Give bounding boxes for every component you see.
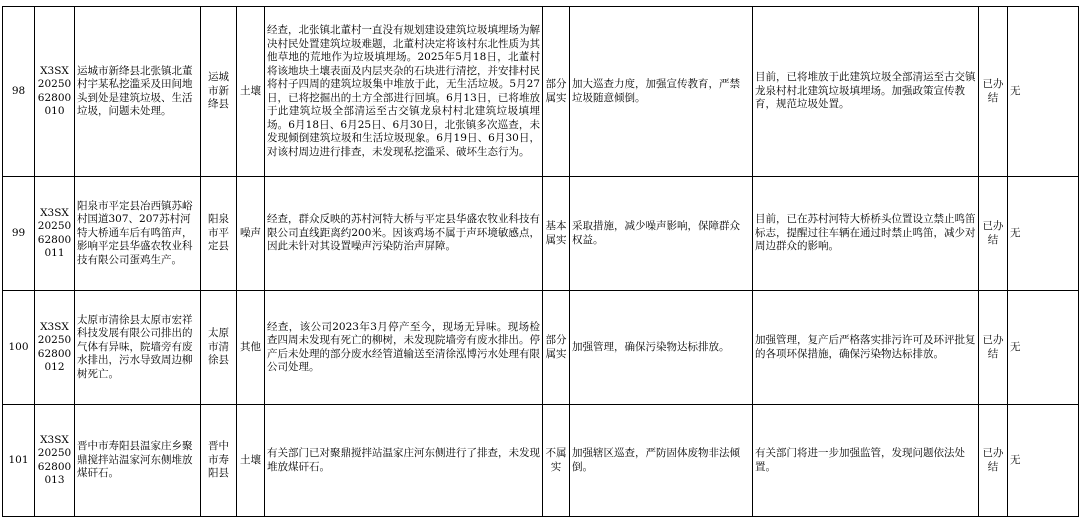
accountability: 无 (1008, 405, 1079, 517)
location: 阳泉市平定县 (201, 177, 237, 291)
progress: 目前，已在苏村河特大桥桥头位置设立禁止鸣笛标志，提醒过往车辆在通过时禁止鸣笛，减少对周边群众的影响。 (753, 177, 979, 291)
case-code: X3SX2025062800010 (35, 7, 75, 177)
verdict: 部分属实 (543, 7, 570, 177)
pollution-type: 土壤 (237, 7, 265, 177)
row-number: 101 (3, 405, 35, 517)
accountability: 无 (1008, 7, 1079, 177)
case-code: X3SX2025062800013 (35, 405, 75, 517)
complaint-content: 运城市新绛县北张镇北董村宇某私挖滥采及田间地头到处是建筑垃圾、生活垃圾，问题未处理。 (75, 7, 201, 177)
pollution-type: 噪声 (237, 177, 265, 291)
table-row (3, 7, 1079, 177)
measures: 加强辖区巡查，严防固体废物非法倾倒。 (570, 405, 753, 517)
measures: 加强管理，确保污染物达标排放。 (570, 291, 753, 405)
row-number: 99 (3, 177, 35, 291)
investigation-result: 经查，北张镇北董村一直没有规划建设建筑垃圾填埋场为解决村民处置建筑垃圾难题，北董村决定将该村东北性质为其他草地的荒地作为垃圾填埋场。2025年5月18日，北董村将该地块土壤表面及内层夹杂的石块进行清挖，并安排村民将村子四周的建筑垃圾集中堆放于此，无生活垃圾。5月27日，已将挖掘出的土方全部进行回填。6月13日，已将堆放于此建筑垃圾全部清运至古交镇龙泉村村北建筑垃圾填埋场。6月18日、6月25日、6月30日，北张镇多次巡查，未发现倾倒建筑垃圾和生活垃圾现象。6月19日、6月30日，对该村周边进行排查，未发现私挖滥采、破坏生态行为。 (265, 7, 543, 177)
table-row (3, 291, 1079, 405)
status: 已办结 (979, 177, 1008, 291)
accountability: 无 (1008, 291, 1079, 405)
report-table (2, 6, 1079, 517)
progress: 目前，已将堆放于此建筑垃圾全部清运至古交镇龙泉村村北建筑垃圾填埋场。加强政策宣传教育，规范垃圾处置。 (753, 7, 979, 177)
status: 已办结 (979, 7, 1008, 177)
pollution-type: 其他 (237, 291, 265, 405)
complaint-content: 阳泉市平定县冶西镇苏峪村国道307、207苏村河特大桥通车后有鸣笛声，影响平定县华盛农牧业科技有限公司蛋鸡生产。 (75, 177, 201, 291)
case-code: X3SX2025062800012 (35, 291, 75, 405)
table-row (3, 177, 1079, 291)
verdict: 部分属实 (543, 291, 570, 405)
progress: 有关部门将进一步加强监管，发现问题依法处置。 (753, 405, 979, 517)
row-number: 98 (3, 7, 35, 177)
investigation-result: 经查，该公司2023年3月停产至今，现场无异味。现场检查四周未发现有死亡的柳树，未发现院墙旁有废水排出。停产后未处理的部分废水经管道输送至清徐泓博污水处理有限公司处理。 (265, 291, 543, 405)
location: 运城市新绛县 (201, 7, 237, 177)
case-code: X3SX2025062800011 (35, 177, 75, 291)
location: 太原市清徐县 (201, 291, 237, 405)
pollution-type: 土壤 (237, 405, 265, 517)
progress: 加强管理，复产后严格落实排污许可及环评批复的各项环保措施，确保污染物达标排放。 (753, 291, 979, 405)
investigation-result: 有关部门已对聚鼎搅拌站温家庄河东侧进行了排查，未发现堆放煤矸石。 (265, 405, 543, 517)
verdict: 基本属实 (543, 177, 570, 291)
status: 已办结 (979, 405, 1008, 517)
investigation-result: 经查，群众反映的苏村河特大桥与平定县华盛农牧业科技有限公司直线距离约200米。因该鸡场不属于声环境敏感点，因此未针对其设置噪声污染防治声屏障。 (265, 177, 543, 291)
status: 已办结 (979, 291, 1008, 405)
measures: 采取措施，减少噪声影响，保障群众权益。 (570, 177, 753, 291)
row-number: 100 (3, 291, 35, 405)
verdict: 不属实 (543, 405, 570, 517)
location: 晋中市寿阳县 (201, 405, 237, 517)
accountability: 无 (1008, 177, 1079, 291)
measures: 加大巡查力度，加强宣传教育，严禁垃圾随意倾倒。 (570, 7, 753, 177)
report-table-wrapper (2, 6, 1077, 517)
complaint-content: 太原市清徐县太原市宏祥科技发展有限公司排出的气体有异味，院墙旁有废水排出，污水导致周边柳树死亡。 (75, 291, 201, 405)
table-row (3, 405, 1079, 517)
complaint-content: 晋中市寿阳县温家庄乡聚鼎搅拌站温家河东侧堆放煤矸石。 (75, 405, 201, 517)
